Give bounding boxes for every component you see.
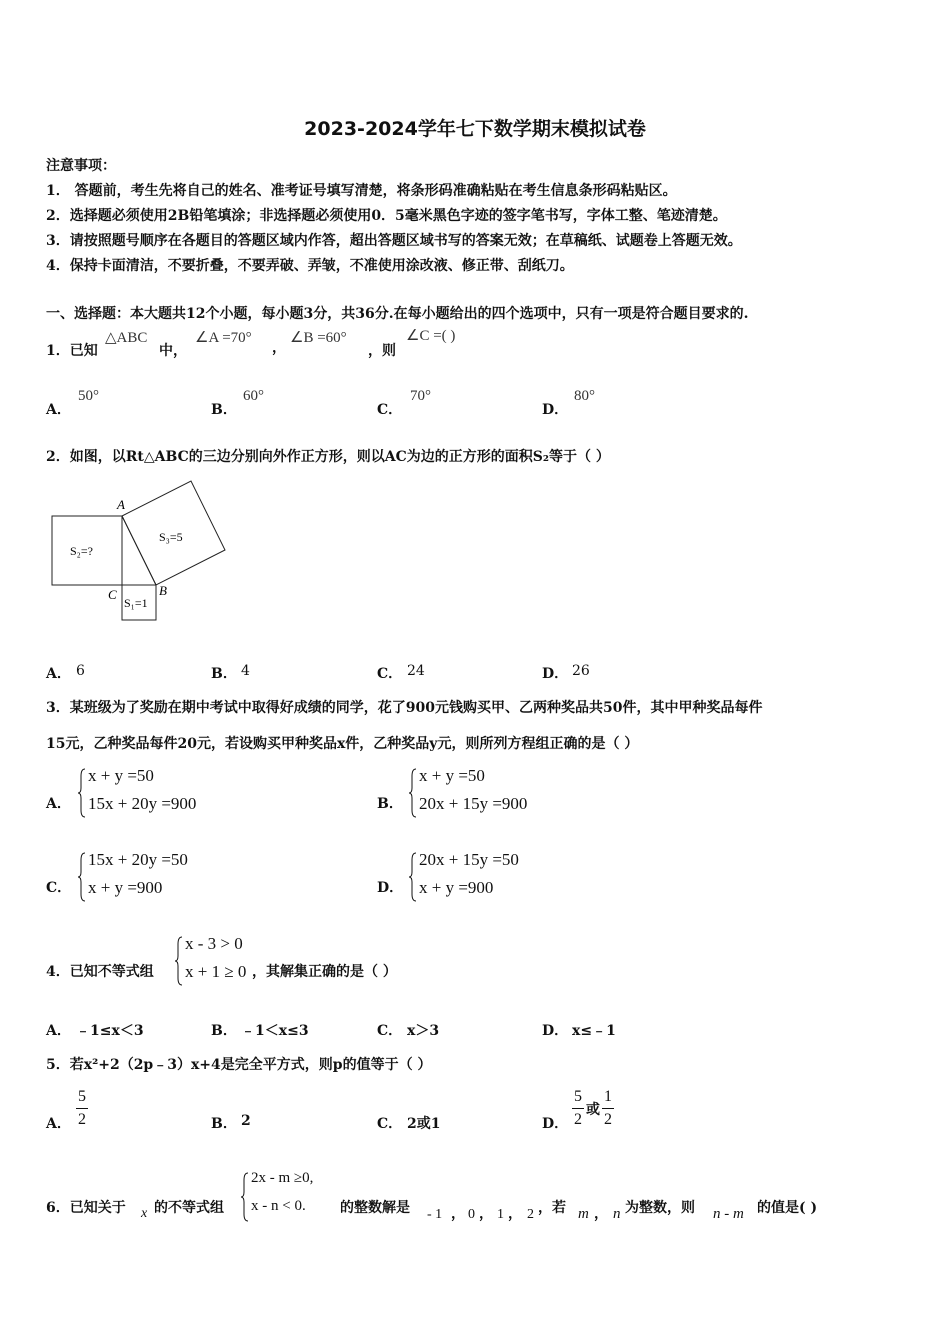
label-s2: S₂=?: [70, 544, 93, 558]
q6-sol-1: - 1: [427, 1207, 443, 1222]
q6-comma-2: ，: [479, 1206, 493, 1222]
page-title: 2023-2024学年七下数学期末模拟试卷: [304, 118, 646, 140]
q1-option-a-label: A．: [46, 402, 71, 418]
q5-a-den: 2: [78, 1111, 86, 1128]
q3-option-d-label: D．: [377, 880, 404, 896]
q3-c-eq1: 15x + 20y =50: [88, 850, 188, 869]
q6-var-m: m: [578, 1206, 589, 1222]
q4-option-a-label: A．: [46, 1023, 71, 1039]
q3-c-eq2: x + y =900: [88, 878, 163, 897]
q6-eq2: x - n < 0.: [251, 1198, 306, 1214]
q4-option-d-value: x≤﹣1: [572, 1023, 616, 1039]
q6-sol-3: 1: [497, 1207, 504, 1222]
label-s1: S₁=1: [124, 596, 148, 610]
q2-option-b-value: 4: [241, 663, 250, 679]
q3-option-c-label: C．: [46, 880, 72, 896]
q1-option-b-label: B．: [211, 402, 237, 418]
hypotenuse-ab: [122, 516, 156, 585]
q1-then: ，则: [368, 343, 396, 359]
q6-eq1: 2x - m ≥0,: [251, 1170, 314, 1186]
q5-option-c-label: C．: [377, 1116, 403, 1132]
q2-option-a-label: A．: [46, 666, 71, 682]
label-a: A: [117, 497, 125, 512]
q4-post: ，其解集正确的是（ ）: [252, 964, 397, 980]
section-heading: 一、选择题：本大题共12个小题，每小题3分，共36分.在每小题给出的四个选项中，只有一项是符合题目要求的.: [46, 306, 749, 322]
q4-option-d-label: D．: [542, 1023, 569, 1039]
q3-b-eq1: x + y =50: [419, 766, 485, 785]
q4-prefix: 4．已知不等式组: [46, 964, 154, 980]
notice-item-2: 2．选择题必须使用2B铅笔填涂；非选择题必须使用0．5毫米黑色字迹的签字笔书写，字体工整、笔迹清楚。: [46, 208, 727, 224]
q2-option-c-label: C．: [377, 666, 403, 682]
q3-b-eq2: 20x + 15y =900: [419, 794, 528, 813]
q5-option-b-label: B．: [211, 1116, 237, 1132]
q3-line-2: 15元，乙种奖品每件20元，若设购买甲种奖品x件，乙种奖品y元，则所列方程组正确的是（ ）: [46, 736, 639, 752]
notice-item-4: 4．保持卡面清洁，不要折叠，不要弄破、弄皱，不准使用涂改液、修正带、刮纸刀。: [46, 258, 574, 274]
q5-a-num: 5: [78, 1088, 86, 1105]
q1-option-d-label: D．: [542, 402, 569, 418]
q4-eq2: x + 1 ≥ 0: [185, 962, 247, 981]
q1-option-c-value: 70°: [410, 388, 431, 404]
q5-option-c-value: 2或1: [407, 1116, 441, 1132]
q4-option-c-label: C．: [377, 1023, 403, 1039]
q2-option-c-value: 24: [407, 663, 425, 679]
q4-eq1: x - 3 > 0: [185, 934, 243, 953]
label-c: C: [108, 587, 117, 602]
q1-angle-b: ∠B =60°: [290, 330, 347, 346]
q2-option-a-value: 6: [76, 663, 85, 679]
q5-text: 5．若x²+2（2p﹣3）x+4是完全平方式，则p的值等于（ ）: [46, 1057, 432, 1073]
q1-option-d-value: 80°: [574, 388, 595, 404]
q5-option-a-fraction: [76, 1088, 88, 1129]
q5-option-a-label: A．: [46, 1116, 71, 1132]
q5-d-den1: 2: [574, 1111, 582, 1128]
q2-option-b-label: B．: [211, 666, 237, 682]
q4-option-c-value: x＞3: [407, 1023, 440, 1039]
q5-option-b-value: 2: [241, 1113, 251, 1129]
q6-comma-4: ，: [594, 1206, 608, 1222]
q3-option-b-label: B．: [377, 796, 403, 812]
q6-prefix: 6．已知关于: [46, 1200, 126, 1216]
q5-d-or: 或: [586, 1101, 600, 1118]
q1-prefix: 1．已知: [46, 343, 98, 359]
q2-option-d-label: D．: [542, 666, 569, 682]
q1-option-b-value: 60°: [243, 388, 264, 404]
q5-d-den2: 2: [604, 1111, 612, 1128]
q3-d-eq1: 20x + 15y =50: [419, 850, 519, 869]
q5-option-d-label: D．: [542, 1116, 569, 1132]
q2-option-d-value: 26: [572, 663, 590, 679]
q4-option-b-label: B．: [211, 1023, 237, 1039]
q1-angle-c: ∠C =( ): [406, 328, 456, 344]
q2-text: 2．如图，以Rt△ABC的三边分别向外作正方形，则以AC为边的正方形的面积S₂等于（ ）: [46, 449, 610, 465]
q1-angle-a: ∠A =70°: [195, 330, 252, 346]
q4-option-a-value: ﹣1≤x＜3: [76, 1023, 144, 1039]
label-s3: S₃=5: [159, 530, 183, 544]
notice-item-3: 3．请按照题号顺序在各题目的答题区域内作答，超出答题区域书写的答案无效；在草稿纸、试题卷上答题无效。: [46, 233, 742, 249]
label-b: B: [159, 583, 167, 598]
q1-comma: ，: [272, 340, 286, 356]
q5-d-num1: 5: [574, 1088, 582, 1105]
q2-figure: [45, 475, 235, 625]
q3-a-eq1: x + y =50: [88, 766, 154, 785]
q6-ruo: ，若: [538, 1200, 566, 1216]
q3-d-eq2: x + y =900: [419, 878, 494, 897]
q6-comma-1: ，: [451, 1206, 465, 1222]
q6-var-x: x: [141, 1206, 148, 1221]
q6-end: 的值是( ): [757, 1200, 818, 1216]
q6-expr: n - m: [713, 1206, 744, 1222]
q6-sol-4: 2: [527, 1207, 534, 1222]
q3-line-1: 3．某班级为了奖励在期中考试中取得好成绩的同学，花了900元钱购买甲、乙两种奖品共50件，其中甲种奖品每件: [46, 700, 763, 716]
q1-mid: 中，: [159, 343, 187, 359]
q1-option-c-label: C．: [377, 402, 403, 418]
q6-sol-2: 0: [468, 1207, 475, 1222]
q5-d-num2: 1: [604, 1088, 612, 1105]
q3-option-a-label: A．: [46, 796, 71, 812]
q1-triangle: △ABC: [105, 330, 148, 346]
notice-heading: 注意事项：: [46, 158, 116, 174]
q4-option-b-value: ﹣1＜x≤3: [241, 1023, 309, 1039]
notice-item-1: 1． 答题前，考生先将自己的姓名、准考证号填写清楚，将条形码准确粘贴在考生信息条形码粘贴区。: [46, 183, 677, 199]
q3-a-eq2: 15x + 20y =900: [88, 794, 197, 813]
q6-comma-3: ，: [508, 1206, 522, 1222]
q6-mid: 的不等式组: [154, 1200, 224, 1216]
q6-post: 的整数解是: [340, 1200, 410, 1216]
q5-option-d-fractions: [572, 1088, 614, 1129]
q6-var-n: n: [613, 1206, 621, 1222]
q1-option-a-value: 50°: [78, 388, 99, 404]
q6-wei: 为整数，则: [625, 1200, 695, 1216]
